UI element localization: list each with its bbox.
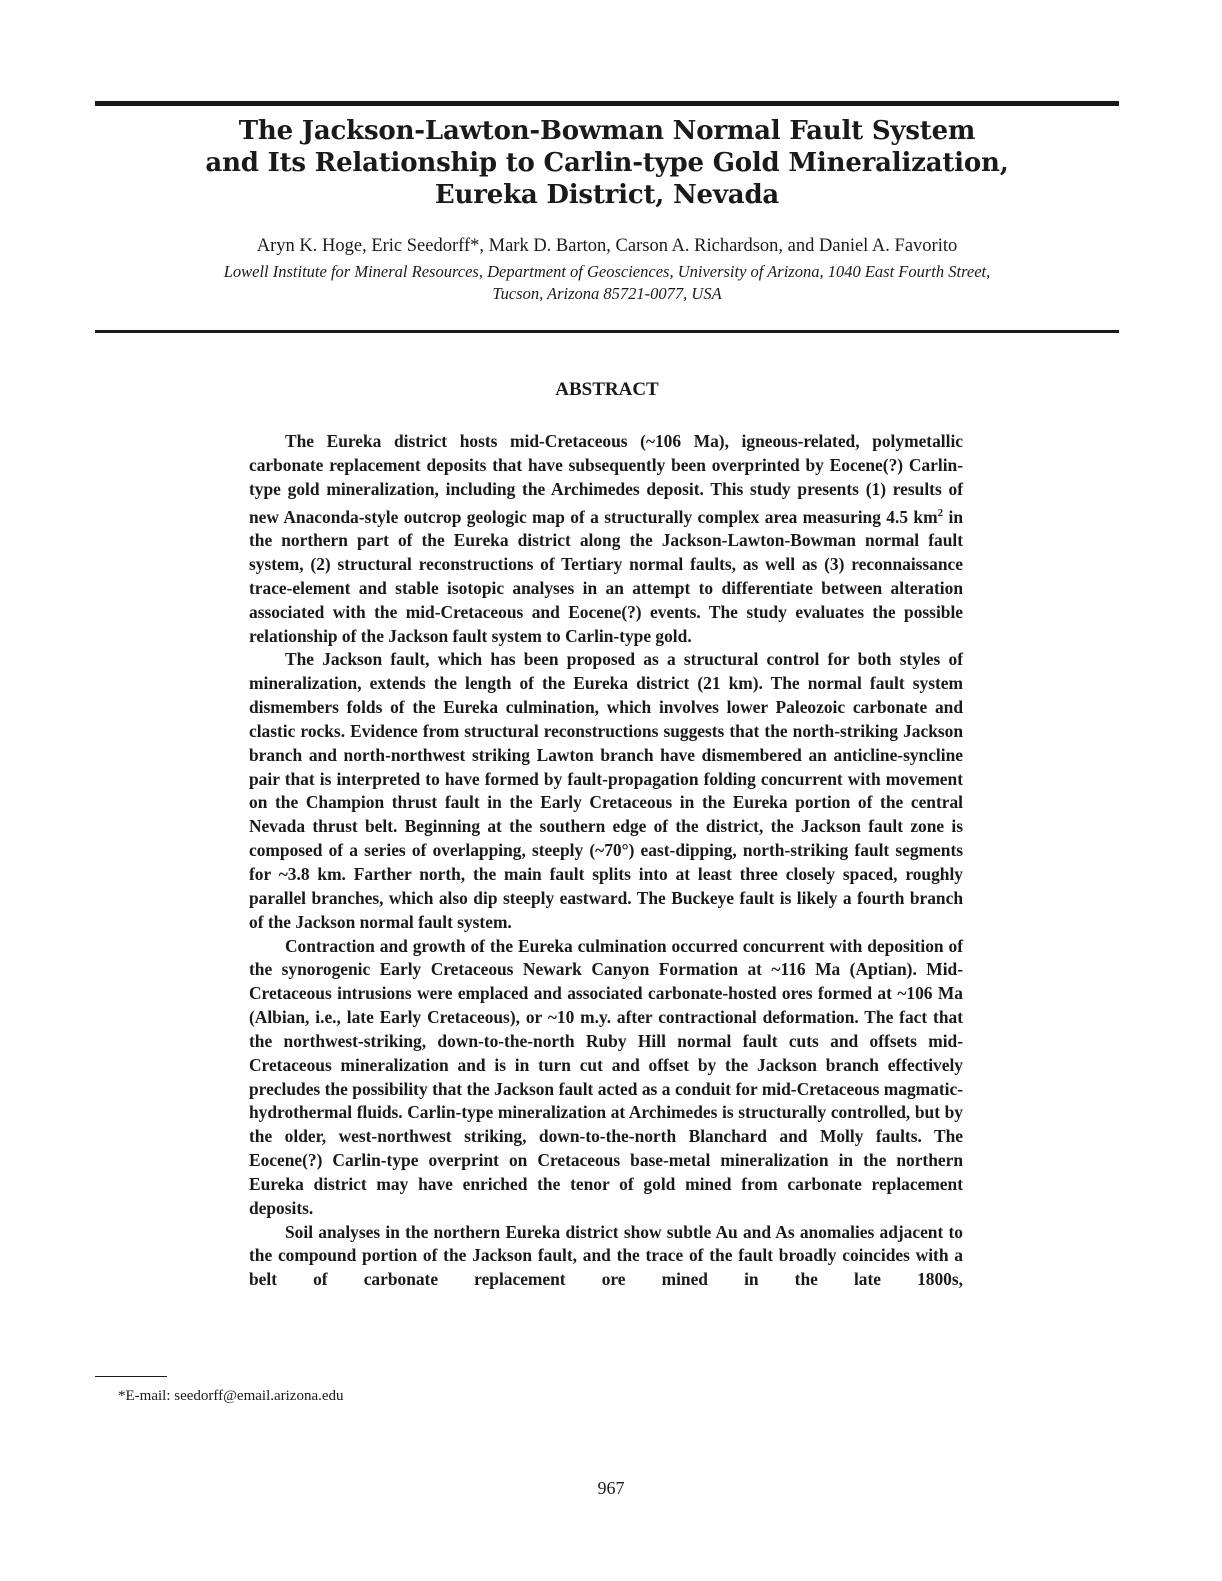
abstract-p1-text-end: in the northern part of the Eureka district along the Jackson-Lawton-Bowman normal fault system, (2) structural reconstructions of Tertiary normal faults, as well as (3) reconnaissance trace-element and stable isotopic analyses in an attempt to differentiate between alteration associated with the mid-Cretaceous and Eocene(?) events. The study evaluates the possible relationship of the Jackson fault system to Carlin-type gold. — [249, 506, 963, 646]
superscript-2: 2 — [937, 506, 944, 519]
abstract-heading: ABSTRACT — [555, 379, 659, 400]
abstract-p1-text-start: The Eureka district hosts mid-Cretaceous (~106 Ma), igneous-related, polymetallic carbonate replacement deposits that have subsequently been overprinted by Eocene(?) Carlin-type gold mineralization, including the Archimedes deposit. This study presents (1) results of new Anaconda-style outcrop geologic map of a structurally complex area measuring 4.5 km — [249, 431, 963, 527]
abstract-paragraph-4: Soil analyses in the northern Eureka district show subtle Au and As anomalies adjacent to the compound portion of the Jackson fault, and the trace of the fault broadly coincides with a belt of carbonate replacement ore mined in the late 1800s, — [249, 1221, 963, 1290]
affiliation-line-2: Tucson, Arizona 85721-0077, USA — [492, 284, 722, 303]
page-number: 967 — [597, 1478, 625, 1498]
abstract-paragraph-2: The Jackson fault, which has been proposed as a structural control for both styles of mineralization, extends the length of the Eureka district (21 km). The normal fault system dismembers folds of the Eureka culmination, which involves lower Paleozoic carbonate and clastic rocks. Evidence from structural reconstructions suggests that the north-striking Jackson branch and north-northwest striking Lawton branch have dismembered an anticline-syncline pair that is interpreted to have formed by fault-propagation folding concurrent with movement on the Champion thrust fault in the Early Cretaceous in the Eureka portion of the central Nevada thrust belt. Beginning at the southern edge of the district, the Jackson fault zone is composed of a series of overlapping, steeply (~70°) east-dipping, north-striking fault segments for ~3.8 km. Farther north, the main fault splits into at least three closely spaced, roughly parallel branches, which also dip steeply eastward. The Buckeye fault is likely a fourth branch of the Jackson normal fault system. — [249, 649, 963, 932]
title-line-3: Eureka District, Nevada — [434, 180, 780, 210]
affiliation — [95, 261, 1119, 305]
abstract-body — [249, 430, 963, 1292]
header-divider — [95, 330, 1119, 333]
author-list: Aryn K. Hoge, Eric Seedorff*, Mark D. Barton, Carson A. Richardson, and Daniel A. Favorito — [256, 236, 958, 256]
abstract-paragraph-3: Contraction and growth of the Eureka culmination occurred concurrent with deposition of the synorogenic Early Cretaceous Newark Canyon Formation at ~116 Ma (Aptian). Mid-Cretaceous intrusions were emplaced and associated carbonate-hosted ores formed at ~106 Ma (Albian, i.e., late Early Cretaceous), or ~10 m.y. after contractional deformation. The fact that the northwest-striking, down-to-the-north Ruby Hill normal fault cuts and offsets mid-Cretaceous mineralization and is in turn cut and offset by the Jackson branch effectively precludes the possibility that the Jackson fault acted as a conduit for mid-Cretaceous magmatic-hydrothermal fluids. Carlin-type mineralization at Archimedes is structurally controlled, but by the older, west-northwest striking, down-to-the-north Blanchard and Molly faults. The Eocene(?) Carlin-type overprint on Cretaceous base-metal mineralization in the northern Eureka district may have enriched the tenor of gold mined from carbonate replacement deposits. — [249, 935, 963, 1218]
title-line-2: and Its Relationship to Carlin-type Gold Mineralization, — [205, 148, 1009, 178]
footnote-rule — [95, 1376, 167, 1377]
affiliation-line-1: Lowell Institute for Mineral Resources, Department of Geosciences, University of Arizona, 1040 East Fourth Street, — [223, 262, 991, 281]
paper-title — [95, 115, 1119, 211]
title-line-1: The Jackson-Lawton-Bowman Normal Fault System — [238, 116, 976, 146]
abstract-paragraph-1 — [249, 430, 963, 648]
top-rule — [95, 101, 1119, 106]
footnote-email: *E-mail: seedorff@email.arizona.edu — [118, 1388, 344, 1404]
